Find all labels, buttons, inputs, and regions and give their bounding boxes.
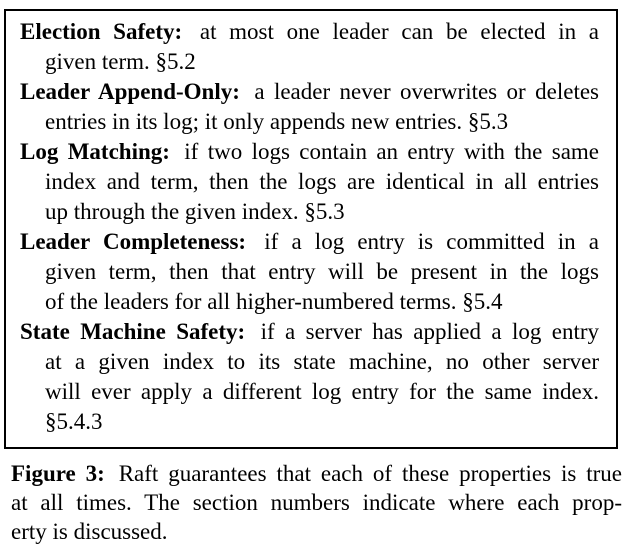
property-term: Leader Completeness: <box>20 229 247 254</box>
caption-label: Figure 3: <box>11 461 105 486</box>
property-cont-line: entries in its log; it only appends new entries. §5.3 <box>45 109 509 134</box>
property-line-text: at most one leader can be elected in a <box>199 19 600 44</box>
property-term: Election Safety: <box>20 19 183 44</box>
property-cont-line: at a given index to its state machine, no other server <box>45 349 599 374</box>
property-item-log-matching <box>20 137 599 227</box>
caption-line-text: Raft guarantees that each of these properties is true <box>118 461 622 486</box>
property-line-text: a leader never overwrites or deletes <box>254 79 599 104</box>
property-line-text: if two logs contain an entry with the same <box>184 139 599 164</box>
property-cont-line: up through the given index. §5.3 <box>45 199 345 224</box>
property-item-state-machine-safety <box>20 317 599 437</box>
property-line-text: if a server has applied a log entry <box>260 319 599 344</box>
caption-line: at all times. The section numbers indicate where each prop- <box>11 490 622 515</box>
property-item-leader-completeness <box>20 227 599 317</box>
property-cont-line: will ever apply a different log entry for the same index. <box>45 379 599 404</box>
property-first-line <box>20 137 599 167</box>
property-first-line <box>20 77 599 107</box>
property-term: Log Matching: <box>20 139 170 164</box>
properties-box <box>4 9 618 449</box>
property-cont-line: of the leaders for all higher-numbered terms. §5.4 <box>45 289 503 314</box>
property-item-election-safety <box>20 17 599 77</box>
property-cont-line: §5.4.3 <box>45 409 103 434</box>
property-first-line <box>20 317 599 347</box>
figure-caption <box>11 459 622 546</box>
property-term: Leader Append-Only: <box>20 79 240 104</box>
property-item-leader-append-only <box>20 77 599 137</box>
property-first-line <box>20 227 599 257</box>
property-first-line <box>20 17 599 47</box>
property-cont-line: given term, then that entry will be present in the logs <box>45 259 599 284</box>
property-cont-line: index and term, then the logs are identical in all entries <box>45 169 599 194</box>
property-term: State Machine Safety: <box>20 319 246 344</box>
caption-line: erty is discussed. <box>11 519 168 544</box>
property-line-text: if a log entry is committed in a <box>264 229 600 254</box>
property-cont-line: given term. §5.2 <box>45 49 196 74</box>
caption-first-line <box>11 459 622 488</box>
